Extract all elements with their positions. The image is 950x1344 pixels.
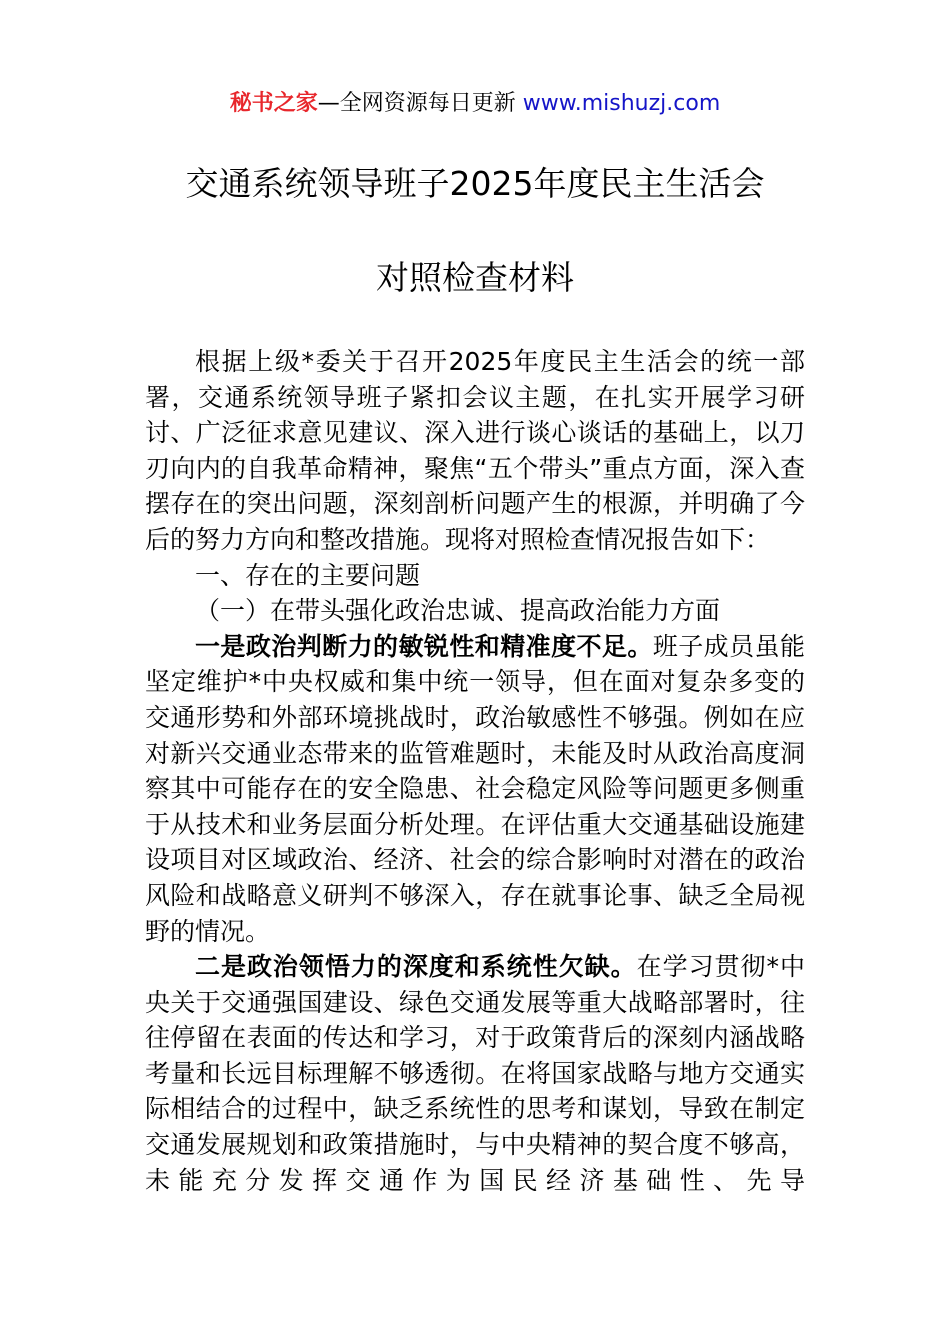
point-1-text: 班子成员虽能坚定维护*中央权威和集中统一领导，但在面对复杂多变的交通形势和外部环境挑战时，政治敏感性不够强。例如在应对新兴交通业态带来的监管难题时，未能及时从政治高度洞察其中可能存在的安全隐患、社会稳定风险等问题更多侧重于从技术和业务层面分析处理。在评估重大交通基础设施建设项目对区域政治、经济、社会的综合影响时对潜在的政治风险和战略意义研判不够深入，存在就事论事、缺乏全局视野的情况。 (145, 631, 805, 946)
site-tagline: —全网资源每日更新 (317, 91, 516, 116)
document-title-line-2: 对照检查材料 (376, 258, 574, 297)
point-1-paragraph (145, 629, 805, 949)
point-2-text: 在学习贯彻*中央关于交通强国建设、绿色交通发展等重大战略部署时，往往停留在表面的传达和学习，对于政策背后的深刻内涵战略考量和长远目标理解不够透彻。在将国家战略与地方交通实际相结合的过程中，缺乏系统性的思考和谋划，导致在制定交通发展规划和政策措施时，与中央精神的契合度不够高，未能充分发挥交通作为国民经济基础性、先导 (145, 952, 805, 1195)
site-header (0, 88, 950, 120)
document-title-line-1: 交通系统领导班子2025年度民主生活会 (185, 164, 765, 203)
section-heading: 一、存在的主要问题 (195, 560, 421, 590)
document-body (145, 344, 805, 1198)
point-2-lead: 二是政治领悟力的深度和系统性欠缺。 (195, 952, 637, 982)
site-url-link[interactable]: www.mishuzj.com (522, 91, 721, 116)
subsection-heading: （一）在带头强化政治忠诚、提高政治能力方面 (195, 596, 721, 626)
point-2-paragraph (145, 949, 805, 1198)
intro-paragraph: 根据上级*委关于召开2025年度民主生活会的统一部署，交通系统领导班子紧扣会议主题，在扎实开展学习研讨、广泛征求意见建议、深入进行谈心谈话的基础上，以刀刃向内的自我革命精神，聚焦“五个带头”重点方面，深入查摆存在的突出问题，深刻剖析问题产生的根源，并明确了今后的努力方向和整改措施。现将对照检查情况报告如下： (145, 347, 805, 554)
point-1-lead: 一是政治判断力的敏锐性和精准度不足。 (195, 631, 653, 661)
site-brand: 秘书之家 (229, 91, 318, 116)
